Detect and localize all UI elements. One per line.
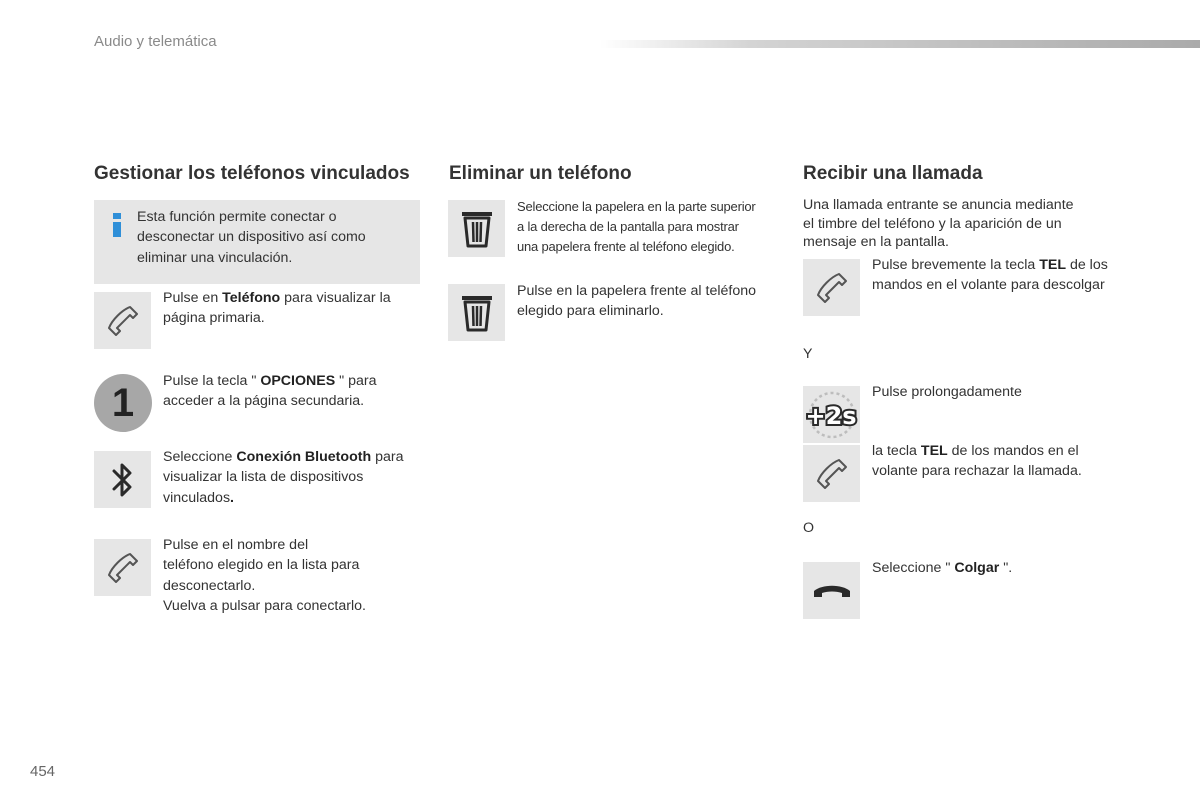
col2-heading: Eliminar un teléfono: [449, 163, 632, 184]
step-reject-text: la tecla TEL de los mandos en el volante para rechazar la llamada.: [872, 443, 1082, 480]
step-hangup-text: Seleccione " Colgar ".: [872, 560, 1013, 576]
col3-heading: Recibir una llamada: [803, 163, 983, 184]
trash-icon: [448, 284, 505, 341]
separator-y: Y: [803, 346, 813, 362]
phone-handset-icon: [94, 292, 151, 349]
header-divider: [600, 40, 1200, 48]
page-number: 454: [30, 763, 56, 780]
step-trash-press-text: Pulse en la papelera frente al teléfono elegido para eliminarlo.: [517, 283, 756, 320]
step-number-icon: 1: [94, 374, 152, 432]
hang-up-icon: [803, 562, 860, 619]
info-text: Esta función permite conectar o desconectar un dispositivo así como eliminar una vinculación.: [137, 209, 366, 266]
press-2s-icon: [803, 386, 860, 443]
info-note: [94, 200, 420, 284]
trash-icon: [448, 200, 505, 257]
bluetooth-icon: [94, 451, 151, 508]
step-trash-select-text: Seleccione la papelera en la parte superior a la derecha de la pantalla para mostrar una papelera frente al teléfono elegido.: [517, 199, 756, 254]
phone-handset-icon: [803, 445, 860, 502]
press-2s-badge: +2s: [804, 401, 857, 430]
separator-o: O: [803, 520, 815, 536]
intro-text: Una llamada entrante se anuncia mediante el timbre del teléfono y la aparición de un mensaje en la pantalla.: [803, 197, 1074, 250]
step-name-text: Pulse en el nombre del teléfono elegido en la lista para desconectarlo. Vuelva a pulsar para conectarlo.: [163, 537, 366, 614]
phone-handset-icon: [94, 539, 151, 596]
step-short-text: Pulse brevemente la tecla TEL de los mandos en el volante para descolgar: [872, 257, 1108, 294]
step-options-text: Pulse la tecla " OPCIONES " para acceder a la página secundaria.: [163, 373, 377, 410]
col1-heading: Gestionar los teléfonos vinculados: [94, 163, 410, 184]
section-title: Audio y telemática: [94, 33, 217, 50]
step-long-text: Pulse prolongadamente: [872, 384, 1022, 400]
step-bluetooth-text: Seleccione Conexión Bluetooth para visualizar la lista de dispositivos vinculados.: [163, 449, 404, 506]
step-phone-text: Pulse en Teléfono para visualizar la página primaria.: [163, 290, 391, 327]
phone-handset-icon: [803, 259, 860, 316]
info-icon: [110, 213, 124, 237]
